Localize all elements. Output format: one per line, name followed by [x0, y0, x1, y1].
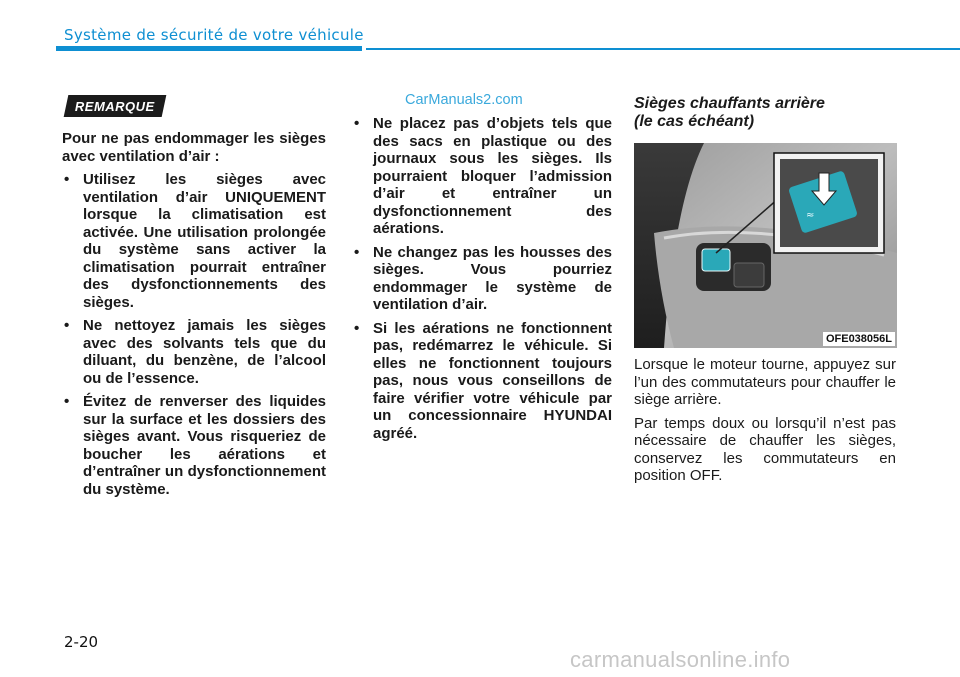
list-item: • Ne changez pas les housses des sièges. Vous pourriez endommager le système de ventilation d’air. — [352, 244, 612, 314]
list-item: • Ne placez pas d’objets tels que des sacs en plastique ou des journaux sous les sièges. Ils pourraient bloquer l’admission d’air et entraîner un dysfonctionnement des aérations. — [352, 115, 612, 238]
section-title-line1: Sièges chauffants arrière — [634, 95, 825, 112]
page-number: 2-20 — [64, 633, 99, 651]
watermark-bottom[interactable]: carmanualsonline.info — [570, 647, 791, 672]
note-column-1 — [62, 130, 326, 504]
section-title-line2: (le cas échéant) — [634, 113, 755, 130]
door-panel-illustration — [634, 143, 897, 348]
image-code: OFE038056L — [823, 332, 895, 346]
note-intro: Pour ne pas endommager les sièges avec ventilation d’air : — [62, 130, 326, 165]
section-body — [634, 356, 896, 491]
svg-text:≈: ≈ — [806, 210, 815, 221]
seat-heater-switch-photo — [634, 143, 897, 348]
watermark-top[interactable]: CarManuals2.com — [405, 92, 523, 108]
header-rule-thin — [366, 48, 960, 50]
list-item: • Ne nettoyez jamais les sièges avec des solvants tels que du diluant, du benzène, de l’alcool ou de l’essence. — [62, 317, 326, 387]
note-column-2 — [352, 115, 612, 448]
note-list-2 — [352, 115, 612, 442]
note-badge-label: REMARQUE — [75, 98, 155, 114]
list-item: • Si les aérations ne fonctionnent pas, redémarrez le véhicule. Si elles ne fonctionnent toujours pas, nous vous conseillons de faire vérifier votre véhicule par un concessionnaire HYUNDAI agréé. — [352, 320, 612, 443]
list-item: • Évitez de renverser des liquides sur la surface et les dossiers des sièges avant. Vous risqueriez de boucher les aérations et d’entraîner un dysfonctionnement du système. — [62, 393, 326, 498]
header-rule-thick — [56, 46, 362, 51]
section-paragraph: Lorsque le moteur tourne, appuyez sur l’un des commutateurs pour chauffer le siège arrière. — [634, 356, 896, 408]
note-badge — [64, 95, 167, 117]
section-title — [634, 95, 904, 131]
list-item: • Utilisez les sièges avec ventilation d’air UNIQUEMENT lorsque la climatisation est activée. Une utilisation prolongée du système sans activer la climatisation pourrait entraîner des dysfonctionnements des sièges. — [62, 171, 326, 311]
note-list-1 — [62, 171, 326, 498]
chapter-title: Système de sécurité de votre véhicule — [64, 26, 364, 44]
section-paragraph: Par temps doux ou lorsqu’il n’est pas nécessaire de chauffer les sièges, conservez les commutateurs en position OFF. — [634, 414, 896, 484]
